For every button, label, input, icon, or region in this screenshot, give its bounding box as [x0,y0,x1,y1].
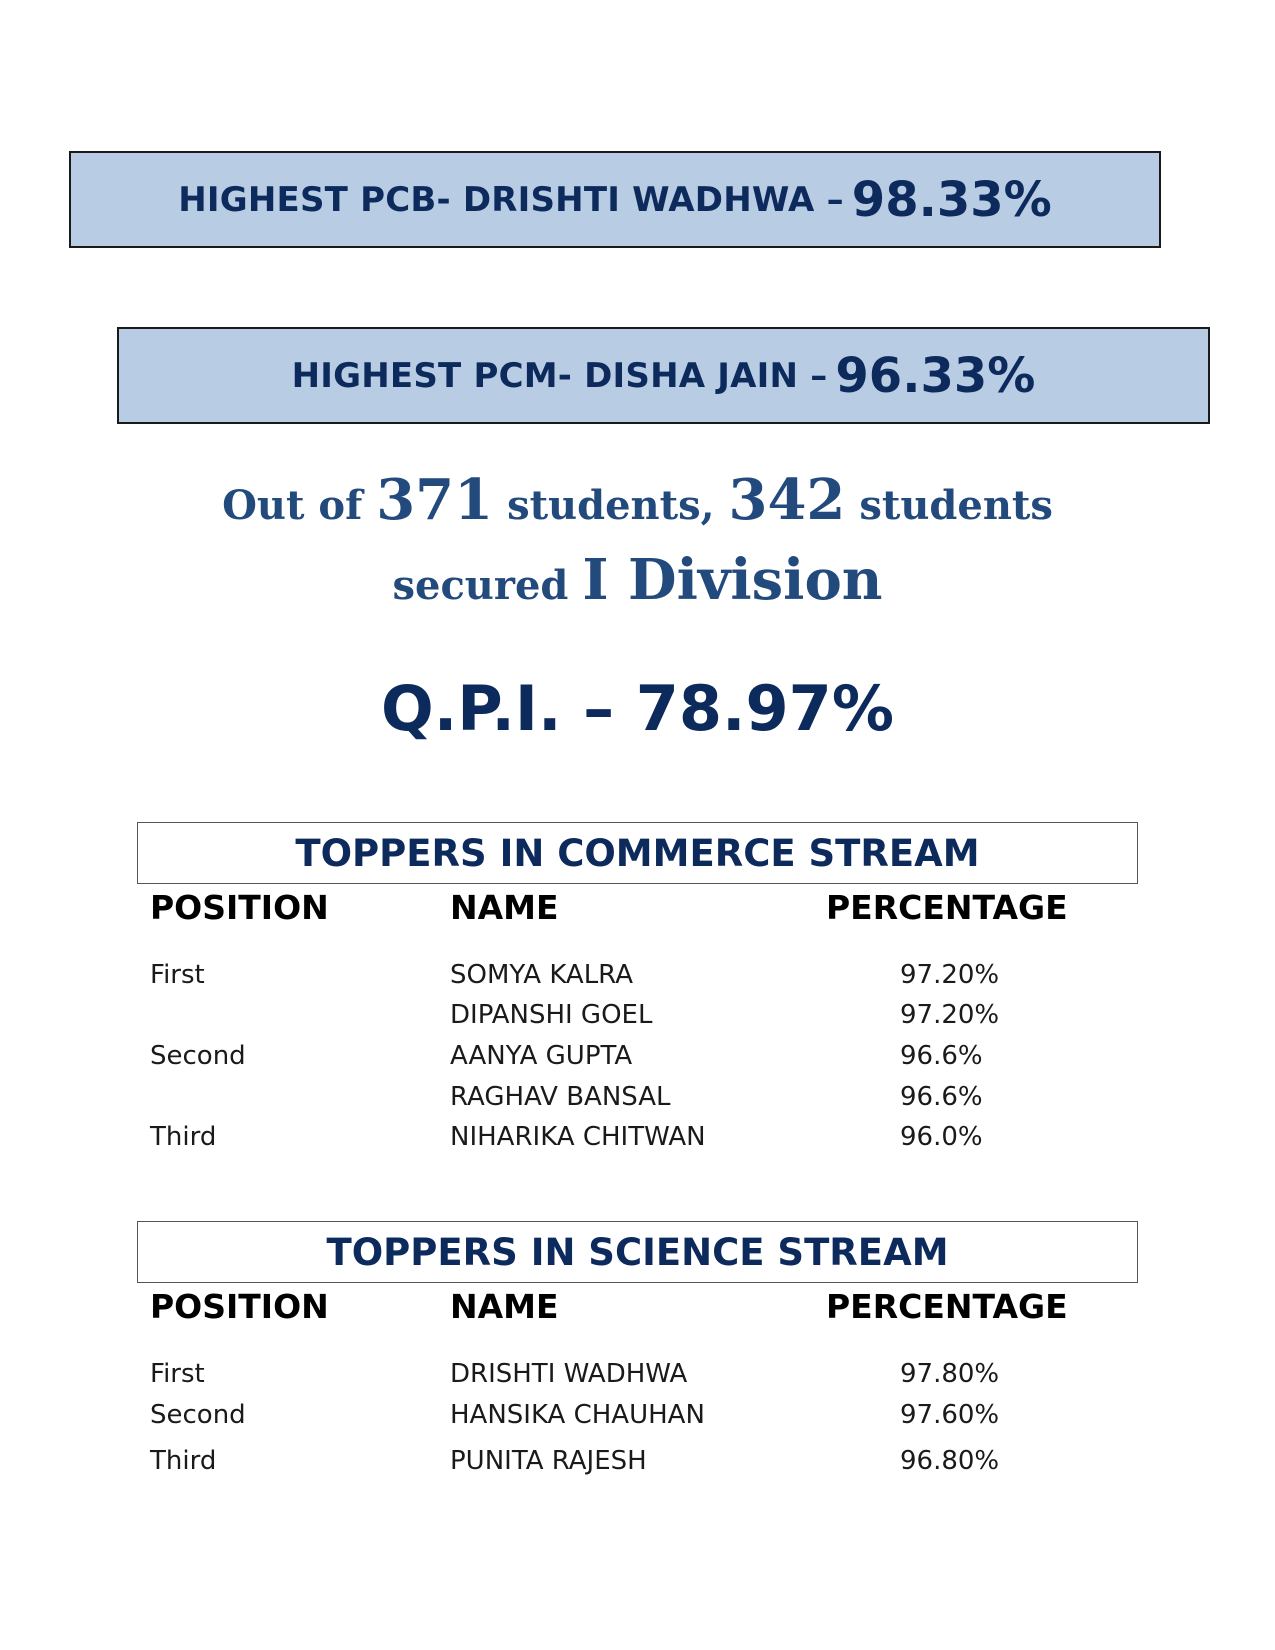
commerce-row-4-name: RAGHAV BANSAL [450,1082,671,1112]
science-row-3-position: Third [150,1446,217,1476]
science-row-3-percentage: 96.80% [900,1446,1000,1476]
commerce-row-3-percentage: 96.6% [900,1041,983,1071]
commerce-row-2-name: DIPANSHI GOEL [450,1000,653,1030]
division-stats-line-2 [0,547,1275,613]
science-toppers-title: TOPPERS IN SCIENCE STREAM [326,1230,949,1274]
science-name-header: NAME [450,1287,559,1326]
science-row-2-percentage: 97.60% [900,1400,1000,1430]
science-row-3-name: PUNITA RAJESH [450,1446,647,1476]
science-toppers-title-box [137,1221,1138,1283]
first-division-count: 342 [728,467,846,533]
commerce-row-3-position: Second [150,1041,246,1071]
commerce-row-2-percentage: 97.20% [900,1000,1000,1030]
science-row-1-name: DRISHTI WADHWA [450,1359,688,1389]
students-comma-text: students, [507,482,715,529]
highest-pcm-banner [117,327,1210,424]
highest-pcm-value: 96.33% [835,347,1036,404]
commerce-toppers-title-box [137,822,1138,884]
commerce-row-4-percentage: 96.6% [900,1082,983,1112]
commerce-row-1-name: SOMYA KALRA [450,960,633,990]
secured-text: secured [392,562,569,609]
highest-pcb-banner [69,151,1161,248]
commerce-row-5-position: Third [150,1122,217,1152]
commerce-percentage-header: PERCENTAGE [826,888,1068,927]
students-text: students [859,482,1053,529]
commerce-row-3-name: AANYA GUPTA [450,1041,633,1071]
commerce-row-1-percentage: 97.20% [900,960,1000,990]
commerce-toppers-title: TOPPERS IN COMMERCE STREAM [295,831,980,875]
total-students-count: 371 [376,467,494,533]
commerce-name-header: NAME [450,888,559,927]
commerce-row-1-position: First [150,960,205,990]
qpi-value: Q.P.I. – 78.97% [381,672,894,745]
science-row-1-position: First [150,1359,205,1389]
science-row-2-position: Second [150,1400,246,1430]
commerce-row-5-percentage: 96.0% [900,1122,983,1152]
science-position-header: POSITION [150,1287,329,1326]
highest-pcm-label: HIGHEST PCM- DISHA JAIN – [291,355,828,396]
out-of-text: Out of [222,482,363,529]
highest-pcb-label: HIGHEST PCB- DRISHTI WADHWA – [178,179,844,220]
science-row-2-name: HANSIKA CHAUHAN [450,1400,705,1430]
highest-pcb-value: 98.33% [851,171,1052,228]
commerce-position-header: POSITION [150,888,329,927]
commerce-row-5-name: NIHARIKA CHITWAN [450,1122,706,1152]
division-stats-line-1 [0,467,1275,533]
science-percentage-header: PERCENTAGE [826,1287,1068,1326]
science-row-1-percentage: 97.80% [900,1359,1000,1389]
division-text: I Division [582,547,883,613]
